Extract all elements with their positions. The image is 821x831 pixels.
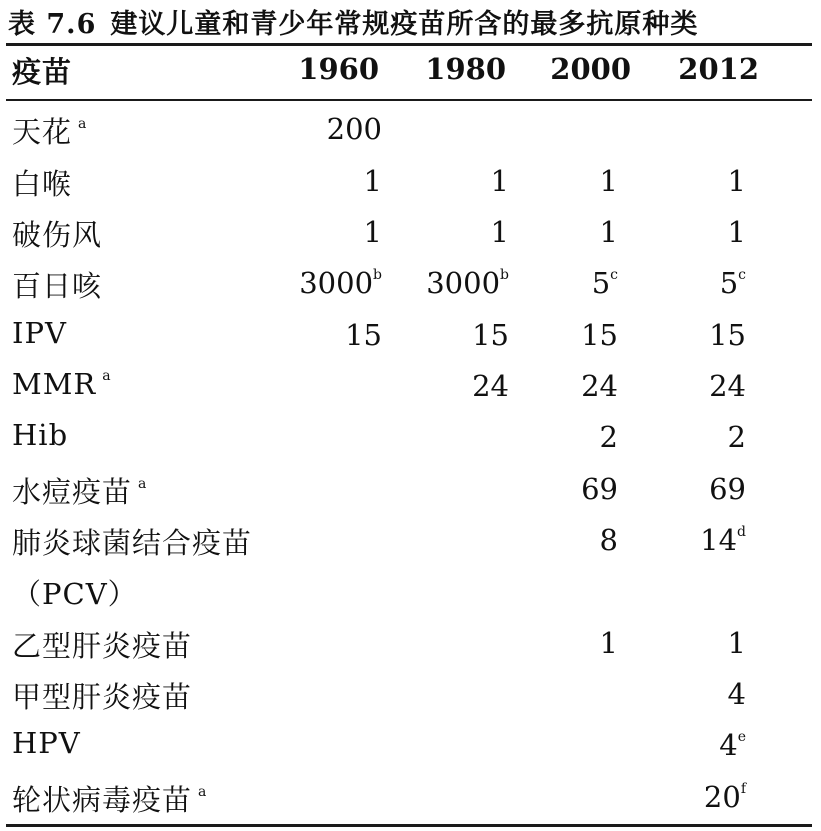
value-2012: 4 [727, 677, 746, 711]
table-row [0, 310, 821, 362]
value-2012: 20$^f$ [703, 780, 746, 814]
value-1960: 1 [363, 164, 382, 198]
table-row [0, 566, 821, 618]
value-1980: 24 [472, 369, 509, 403]
value-2012: 69 [709, 472, 746, 506]
table-row [0, 412, 821, 464]
value-1980: 3000$^b$ [426, 266, 509, 300]
value-2000: 1 [599, 626, 618, 660]
vaccine-name: HPV [12, 726, 81, 760]
vaccine-name: 百日咳 [12, 269, 103, 303]
vaccine-name: （PCV） [12, 577, 138, 611]
table-title-text: 建议儿童和青少年常规疫苗所含的最多抗原种类 [110, 9, 699, 40]
value-2012: 1 [727, 164, 746, 198]
value-2000: 5$^c$ [591, 266, 618, 300]
table-row [0, 669, 821, 721]
table-row [0, 720, 821, 772]
value-1980: 1 [490, 215, 509, 249]
value-1980: 15 [472, 318, 509, 352]
value-1980: 1 [490, 164, 509, 198]
value-2000: 1 [599, 215, 618, 249]
header-rule [6, 99, 812, 101]
value-1960: 3000$^b$ [299, 266, 382, 300]
table-header-row [0, 46, 821, 98]
vaccine-name: 水痘疫苗 $^a$ [12, 475, 148, 509]
header-1980: 1980 [425, 52, 506, 86]
value-2012: 1 [727, 215, 746, 249]
table-row [0, 361, 821, 413]
header-vaccine: 疫苗 [12, 55, 73, 89]
table-row [0, 464, 821, 516]
header-1960: 1960 [298, 52, 379, 86]
value-2000: 8 [599, 523, 618, 557]
value-2012: 15 [709, 318, 746, 352]
table-row [0, 618, 821, 670]
table-row [0, 772, 821, 824]
bottom-rule [6, 824, 812, 827]
table-row [0, 207, 821, 259]
vaccine-name: 轮状病毒疫苗 $^a$ [12, 783, 208, 817]
value-1960: 15 [345, 318, 382, 352]
value-2012: 5$^c$ [719, 266, 746, 300]
value-1960: 200 [326, 112, 382, 146]
table-row [0, 104, 821, 156]
value-2000: 2 [599, 420, 618, 454]
vaccine-name: 甲型肝炎疫苗 [12, 680, 193, 714]
value-2000: 1 [599, 164, 618, 198]
table-row [0, 515, 821, 567]
value-2012: 1 [727, 626, 746, 660]
table-row [0, 156, 821, 208]
value-2012: 4e [719, 728, 746, 762]
vaccine-name: 肺炎球菌结合疫苗 [12, 526, 253, 560]
vaccine-name: MMR $^a$ [12, 367, 112, 401]
vaccine-name: 白喉 [12, 167, 73, 201]
value-2000: 69 [581, 472, 618, 506]
vaccine-name: IPV [12, 316, 67, 350]
vaccine-name: 乙型肝炎疫苗 [12, 629, 193, 663]
value-2000: 24 [581, 369, 618, 403]
vaccine-name: 破伤风 [12, 218, 103, 252]
table-title [8, 2, 698, 41]
header-2000: 2000 [550, 52, 631, 86]
value-1960: 1 [363, 215, 382, 249]
value-2012: 2 [727, 420, 746, 454]
value-2012: 24 [709, 369, 746, 403]
header-2012: 2012 [678, 52, 759, 86]
table-row [0, 258, 821, 310]
value-2012: 14$^d$ [700, 523, 746, 557]
value-2000: 15 [581, 318, 618, 352]
table-number: 表 7.6 [8, 9, 97, 40]
vaccine-name: 天花 $^a$ [12, 115, 88, 149]
vaccine-name: Hib [12, 418, 69, 452]
